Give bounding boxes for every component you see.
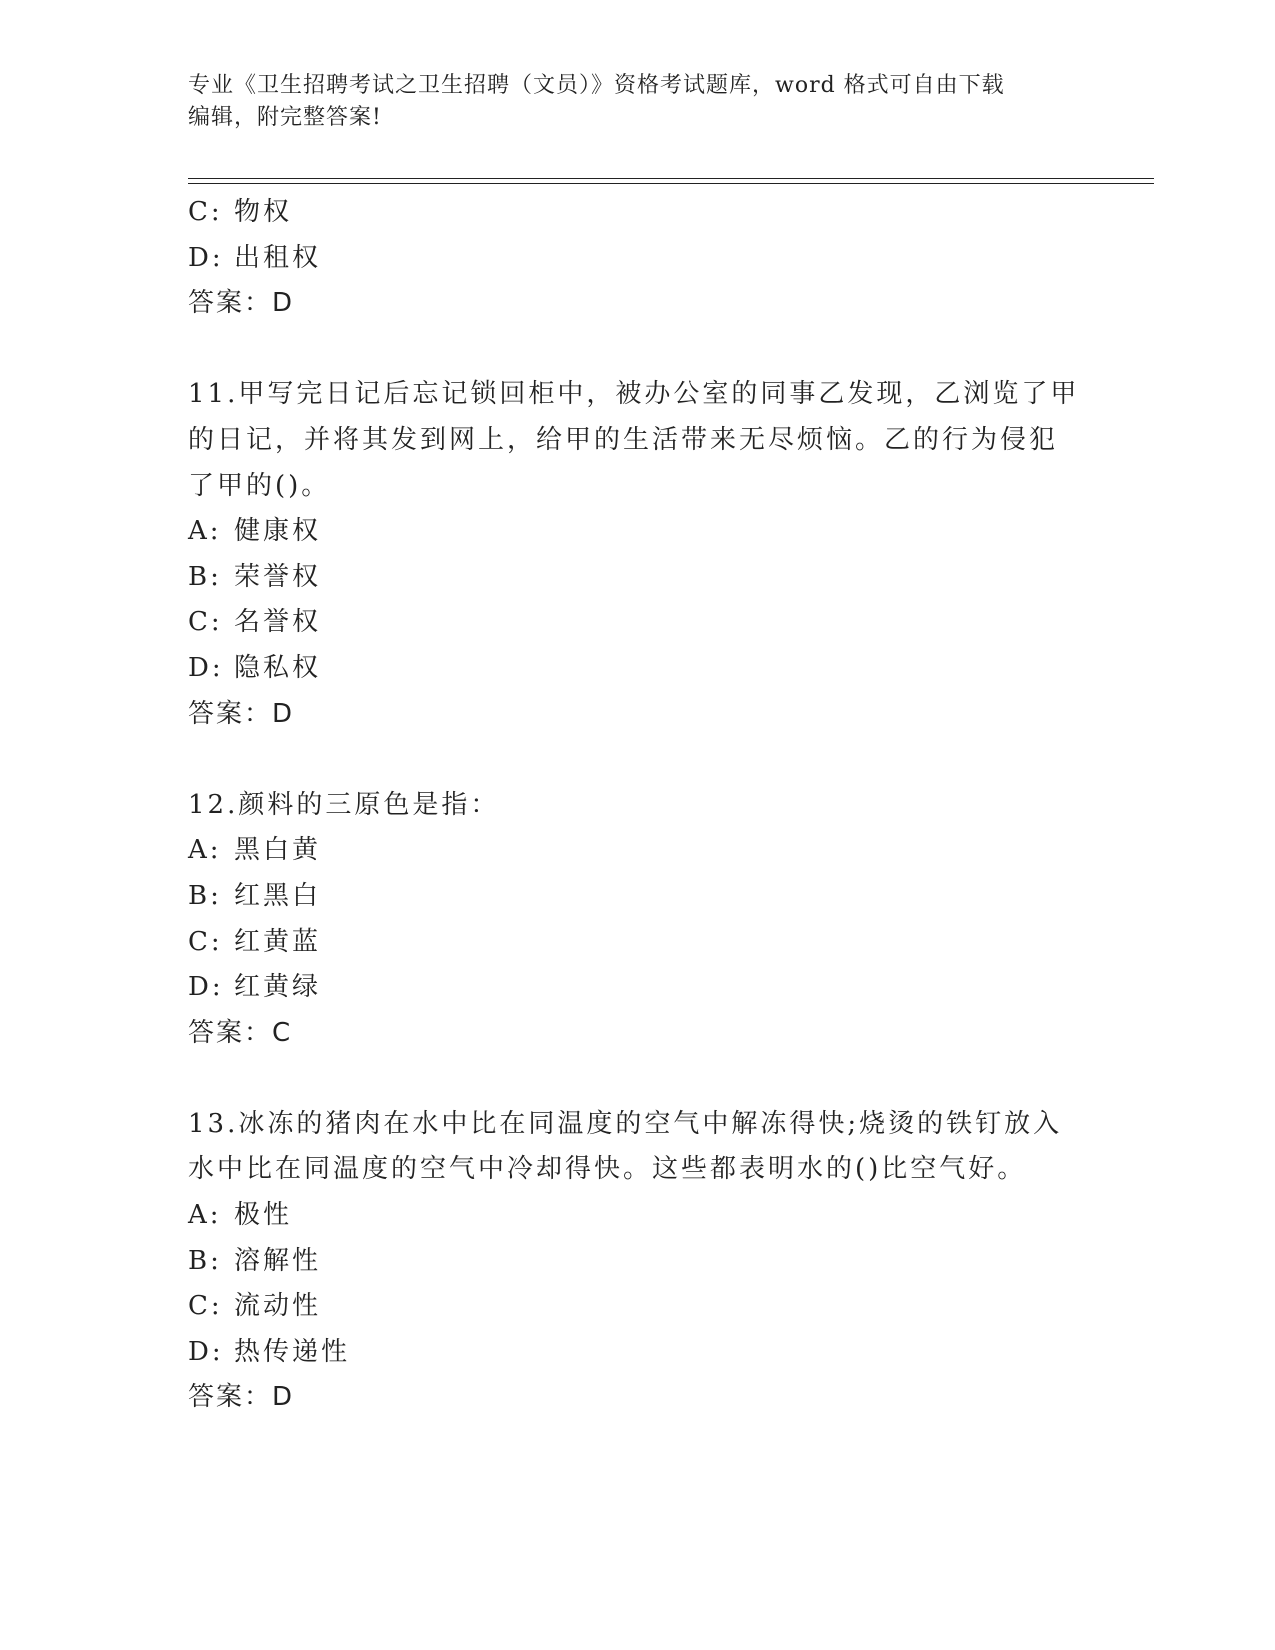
option-text: 健康权 (234, 516, 322, 547)
option-label: D: (188, 1336, 224, 1367)
option-text: 流动性 (234, 1291, 322, 1322)
option-text: 溶解性 (234, 1245, 322, 1276)
option-label: C: (188, 607, 223, 638)
answer-line: 答案：C (188, 1017, 293, 1048)
option-label: D: (188, 972, 224, 1003)
option-d (188, 965, 1088, 1011)
option-text: 红黄蓝 (234, 926, 322, 957)
question-text-line: 12.颜料的三原色是指： (188, 789, 500, 820)
option-label: B: (188, 1245, 222, 1276)
option-d (188, 646, 1088, 692)
answer-line: 答案：D (188, 698, 295, 729)
option-label: C: (188, 197, 223, 227)
header-rule-bottom (188, 183, 1154, 184)
option-b (188, 1239, 1088, 1285)
answer-line: 答案：D (188, 288, 295, 319)
option-text: 物权 (234, 197, 293, 227)
answer-line: 答案：D (188, 1382, 295, 1413)
header-line-1: 专业《卫生招聘考试之卫生招聘（文员）》资格考试题库，word 格式可自由下载 (188, 73, 1005, 98)
option-label: D: (188, 242, 224, 273)
option-text: 热传递性 (234, 1336, 351, 1367)
question-list (188, 190, 1088, 1421)
option-text: 荣誉权 (234, 561, 322, 592)
option-text: 红黄绿 (234, 972, 322, 1003)
question-text-line: 水中比在同温度的空气中冷却得快。这些都表明水的()比空气好。 (188, 1154, 1027, 1185)
option-b (188, 874, 1088, 920)
option-label: A: (188, 1200, 222, 1231)
option-label: A: (188, 516, 222, 547)
question-text-line: 13.冰冻的猪肉在水中比在同温度的空气中解冻得快;烧烫的铁钉放入 (188, 1108, 1063, 1139)
option-label: B: (188, 561, 222, 592)
option-label: C: (188, 926, 223, 957)
question-text-line: 了甲的()。 (188, 470, 331, 501)
option-label: A: (188, 835, 222, 866)
option-d (188, 1330, 1088, 1376)
option-label: D: (188, 652, 224, 683)
option-c (188, 600, 1088, 646)
header-line-2: 编辑，附完整答案! (188, 105, 382, 130)
option-text: 名誉权 (234, 607, 322, 638)
option-a (188, 509, 1088, 555)
option-text: 极性 (234, 1200, 293, 1231)
option-text: 红黑白 (234, 880, 322, 911)
option-text: 出租权 (234, 242, 322, 273)
question-text-line: 的日记，并将其发到网上，给甲的生活带来无尽烦恼。乙的行为侵犯 (188, 424, 1059, 455)
prev-question-block (188, 190, 1088, 327)
option-text: 黑白黄 (234, 835, 322, 866)
document-header (188, 70, 1068, 134)
question-12 (188, 783, 1088, 1057)
option-d (188, 236, 1088, 282)
option-label: C: (188, 1291, 223, 1322)
option-a (188, 828, 1088, 874)
option-label: B: (188, 880, 222, 911)
option-c (188, 920, 1088, 966)
question-13 (188, 1102, 1088, 1421)
question-11 (188, 372, 1088, 737)
option-c (188, 190, 1088, 236)
header-rule-top (188, 178, 1154, 179)
option-c (188, 1284, 1088, 1330)
question-text-line: 11.甲写完日记后忘记锁回柜中，被办公室的同事乙发现，乙浏览了甲 (188, 379, 1080, 410)
option-text: 隐私权 (234, 652, 322, 683)
option-b (188, 555, 1088, 601)
option-a (188, 1193, 1088, 1239)
